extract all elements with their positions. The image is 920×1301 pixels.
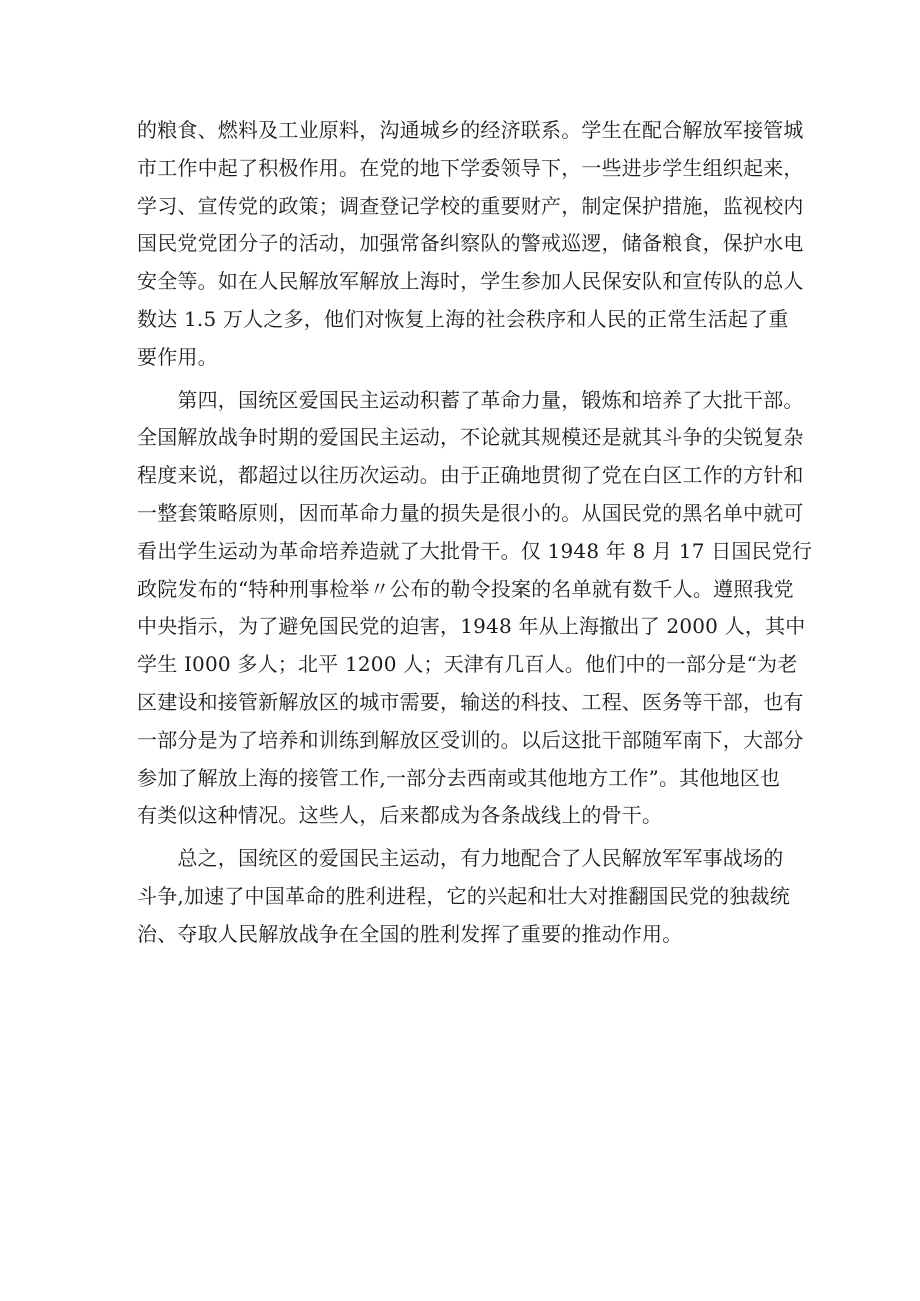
body-text: [137, 112, 813, 954]
text-line: 国民党党团分子的活动，加强常备纠察队的警戒巡逻，储备粮食，保护水电: [137, 231, 804, 256]
text-line: 程度来说，都超过以往历次运动。由于正确地贯彻了党在白区工作的方针和: [137, 463, 804, 488]
text-line: 的粮食、燃料及工业原料，沟通城乡的经济联系。学生在配合解放军接管城: [137, 118, 804, 142]
text-line: 学习、宣传党的政策；调查登记学校的重要财产，制定保护措施，监视校内: [137, 193, 804, 218]
text-line: 市工作中起了积极作用。在党的地下学委领导下，一些进步学生组织起来，: [137, 155, 804, 180]
text-line: 一整套策略原则，因而革命力量的损失是很小的。从国民党的黑名单中就可: [137, 500, 804, 525]
text-line: 治、夺取人民解放战争在全国的胜利发挥了重要的推动作用。: [137, 921, 683, 946]
paragraph-3: [137, 840, 797, 953]
text-line: 看出学生运动为革命培养造就了大批骨干。仅 1948 年 8 月 17 日国民党行: [137, 538, 813, 563]
paragraph-2: [137, 382, 813, 836]
text-line: 要作用。: [137, 344, 218, 369]
text-line: 有类似这种情况。这些人，后来都成为各条战线上的骨干。: [137, 803, 663, 828]
text-line: 一部分是为了培养和训练到解放区受训的。以后这批干部随军南下，大部分: [137, 727, 804, 752]
text-line: 学生 I000 多人；北平 1200 人；天津有几百人。他们中的一部分是“为老: [137, 652, 798, 677]
text-line: 安全等。如在人民解放军解放上海时，学生参加人民保安队和宣传队的总人: [137, 269, 804, 294]
text-line: 总之，国统区的爱国民主运动，有力地配合了人民解放军军事战场的: [137, 846, 784, 871]
text-line: 第四，国统区爱国民主运动积蓄了革命力量，锻炼和培养了大批干部。: [137, 387, 804, 412]
text-line: 区建设和接管新解放区的城市需要，输送的科技、工程、医务等干部，也有: [137, 689, 804, 714]
text-line: 数达 1.5 万人之多，他们对恢复上海的社会秩序和人民的正常生活起了重: [137, 306, 789, 331]
text-line: 中央指示，为了避免国民党的迫害，1948 年从上海撤出了 2000 人，其中: [137, 614, 806, 639]
text-line: 斗争,加速了中国革命的胜利进程，它的兴起和壮大对推翻国民党的独裁统: [137, 883, 790, 908]
text-line: 全国解放战争时期的爱国民主运动，不论就其规模还是就其斗争的尖锐复杂: [137, 425, 804, 450]
text-line: 政院发布的“特种刑事检举〃公布的勒令投案的名单就有数千人。遵照我党: [137, 576, 794, 601]
paragraph-1: [137, 112, 804, 377]
text-line: 参加了解放上海的接管工作,一部分去西南或其他地方工作”。其他地区也: [137, 765, 781, 790]
